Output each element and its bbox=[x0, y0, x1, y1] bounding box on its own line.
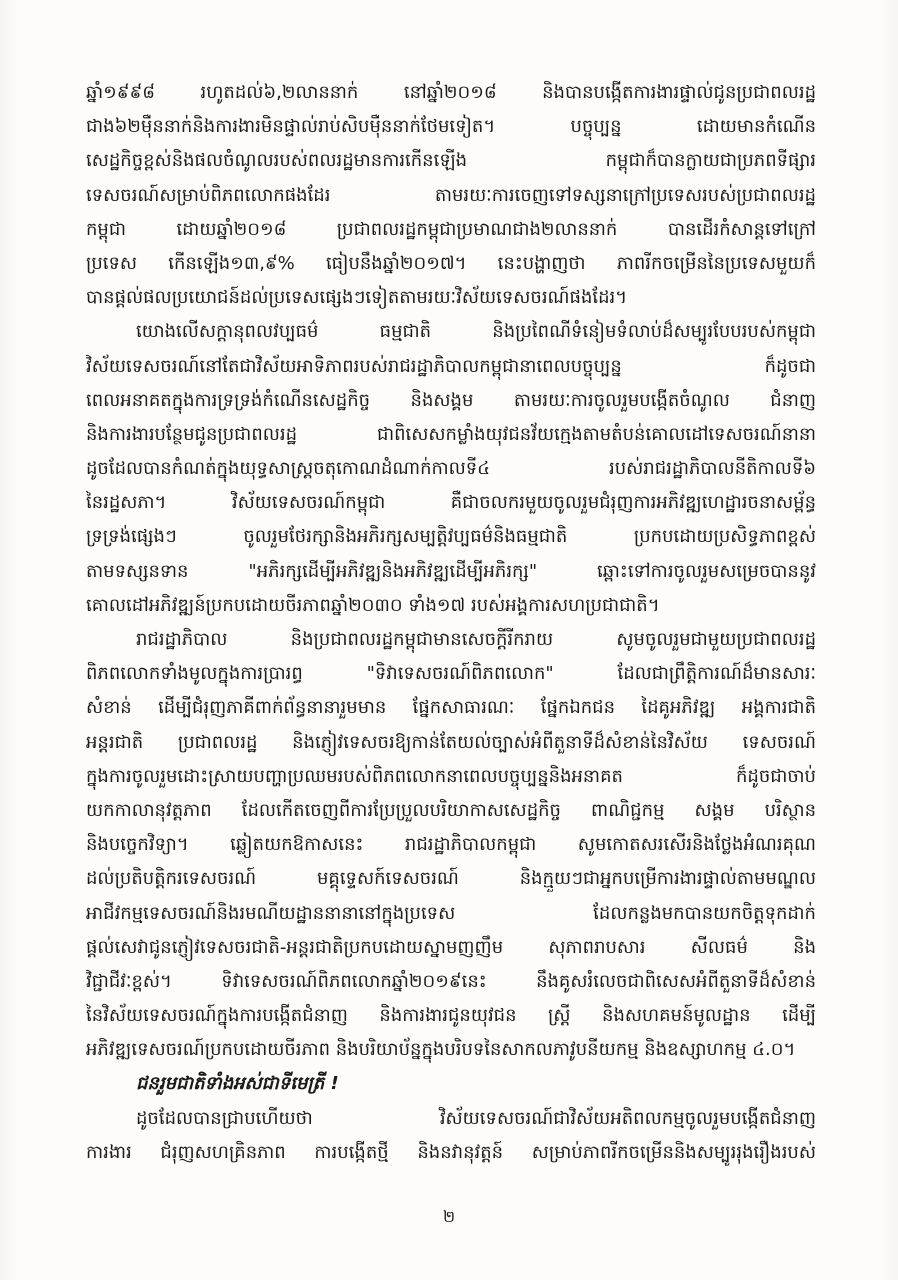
text-line: និងបច្ចេកវិទ្យា។ ឆ្លៀតយកឱកាសនេះ រាជរដ្ឋាភិបាលកម្ពុជា សូមកោតសរសើរនិងថ្លែងអំណរគុណ bbox=[86, 834, 816, 856]
text-line: អាជីវកម្មទេសចរណ៍និងរមណីយដ្ឋាននានានៅក្នុងប្រទេស ដែលកន្លងមកបានយកចិត្តទុកដាក់ bbox=[86, 902, 816, 924]
text-line: តាមទស្សនទាន "អភិរក្សដើម្បីអភិវឌ្ឍនិងអភិវឌ្ឍដើម្បីអភិរក្ស" ឆ្ពោះទៅការចូលរួមសម្រេចបាននូវ bbox=[86, 560, 816, 582]
text-line: កម្ពុជា ដោយឆ្នាំ២០១៨ ប្រជាពលរដ្ឋកម្ពុជាប្រមាណជាង២លាននាក់ បានដើរកំសាន្តទៅក្រៅ bbox=[86, 218, 816, 240]
text-line: អន្តរជាតិ ប្រជាពលរដ្ឋ និងភ្ញៀវទេសចរឱ្យកាន់តែយល់ច្បាស់អំពីតួនាទីដ៏សំខាន់នៃវិស័យ ទេសចរណ៍ bbox=[86, 731, 816, 753]
body-text bbox=[86, 76, 816, 1170]
page-number: ២ bbox=[442, 1207, 456, 1226]
text-line: និងការងារបន្ថែមជូនប្រជាពលរដ្ឋ ជាពិសេសកម្លាំងយុវជនវ័យក្មេងតាមតំបន់គោលដៅទេសចរណ៍នានា bbox=[86, 423, 816, 445]
text-line: ឆ្នាំ១៩៩៨ រហូតដល់៦,២លាននាក់ នៅឆ្នាំ២០១៨ និងបានបង្កើតការងារផ្ទាល់ជូនប្រជាពលរដ្ឋ bbox=[86, 82, 816, 103]
text-line: រាជរដ្ឋាភិបាល និងប្រជាពលរដ្ឋកម្ពុជាមានសេចក្តីរីករាយ សូមចូលរួមជាមួយប្រជាពលរដ្ឋ bbox=[136, 629, 816, 650]
text-line: ទេសចរណ៍សម្រាប់ពិភពលោកផងដែរ តាមរយៈការចេញទៅទស្សនាក្រៅប្រទេសរបស់ប្រជាពលរដ្ឋ bbox=[86, 184, 816, 206]
text-line: ពេលអនាគតក្នុងការទ្រទ្រង់កំណើនសេដ្ឋកិច្ច និងសង្គម តាមរយៈការចូលរួមបង្កើតចំណូល ជំនាញ bbox=[86, 389, 816, 411]
text-line: ទ្រទ្រង់ផ្សេងៗ ចូលរួមថែរក្សានិងអភិរក្សសម្បត្តិវប្បធម៌និងធម្មជាតិ ប្រកបដោយប្រសិទ្ធភាពខ្ពស់ bbox=[86, 526, 816, 548]
text-line: ជាង៦២ម៉ឺននាក់និងការងារមិនផ្ទាល់រាប់សិបម៉ឺននាក់ថែមទៀត។ បច្ចុប្បន្ន ដោយមានកំណើន bbox=[86, 116, 816, 138]
text-line: បានផ្តល់ផលប្រយោជន៍ដល់ប្រទេសផ្សេងៗទៀតតាមរយៈវិស័យទេសចរណ៍ផងដែរ។ bbox=[86, 287, 628, 309]
text-line: ដូចដែលបានជ្រាបហើយថា វិស័យទេសចរណ៍ជាវិស័យអតិពលកម្មចូលរួមបង្កើតជំនាញ bbox=[136, 1107, 816, 1129]
text-line: វិជ្ជាជីវៈខ្ពស់។ ទិវាទេសចរណ៍ពិភពលោកឆ្នាំ២០១៩នេះ នឹងគូសរំលេចជាពិសេសអំពីតួនាទីដ៏សំខាន់ bbox=[86, 970, 816, 992]
text-line: យោងលើសក្តានុពលវប្បធម៌ ធម្មជាតិ និងប្រពៃណីទំនៀមទំលាប់ដ៏សម្បូរបែបរបស់កម្ពុជា bbox=[136, 321, 816, 343]
text-line: សេដ្ឋកិច្ចខ្ពស់និងផលចំណូលរបស់ពលរដ្ឋមានការកើនឡើង កម្ពុជាក៏បានក្លាយជាប្រភពទីផ្សារ bbox=[86, 150, 816, 172]
text-line: នៃវិស័យទេសចរណ៍ក្នុងការបង្កើតជំនាញ និងការងារជូនយុវជន ស្ត្រី និងសហគមន៍មូលដ្ឋាន ដើម្បី bbox=[86, 1005, 816, 1027]
text-line: ពិភពលោកទាំងមូលក្នុងការប្រារព្ធ "ទិវាទេសចរណ៍ពិភពលោក" ដែលជាព្រឹត្តិការណ៍ដ៏មានសារៈ bbox=[86, 663, 816, 685]
text-line: គោលដៅអភិវឌ្ឍន៍ប្រកបដោយចីរភាពឆ្នាំ២០៣០ ទាំង១៧ របស់អង្គការសហប្រជាជាតិ។ bbox=[86, 594, 660, 616]
text-line: ផ្តល់សេវាជូនភ្ញៀវទេសចរជាតិ-អន្តរជាតិប្រកបដោយស្នាមញញឹម សុភាពរាបសារ សីលធម៌ និង bbox=[86, 936, 816, 958]
text-line: ការងារ ជំរុញសហគ្រិនភាព ការបង្កើតថ្មី និងនវានុវត្តន៍ សម្រាប់ភាពរីកចម្រើននិងសម្បូររុងរឿងរបស់ bbox=[86, 1141, 816, 1163]
text-line: ដូចដែលបានកំណត់ក្នុងយុទ្ធសាស្ត្រចតុកោណដំណាក់កាលទី៤ របស់រាជរដ្ឋាភិបាលនីតិកាលទី៦ bbox=[86, 458, 816, 480]
text-line: អភិវឌ្ឍទេសចរណ៍ប្រកបដោយចីរភាព និងបរិយាប័ន្នក្នុងបរិបទនៃសាកលភាវូបនីយកម្ម និងឧស្សាហកម្ម ៤.០។ bbox=[86, 1039, 796, 1061]
text-line: យកកាលានុវត្តភាព ដែលកើតចេញពីការប្រែប្រួលបរិយាកាសសេដ្ឋកិច្ច ពាណិជ្ជកម្ម សង្គម បរិស្ថាន bbox=[86, 799, 816, 821]
text-line: វិស័យទេសចរណ៍នៅតែជាវិស័យអាទិភាពរបស់រាជរដ្ឋាភិបាលកម្ពុជានាពេលបច្ចុប្បន្ន ក៏ដូចជា bbox=[86, 355, 816, 377]
section-heading: ជនរួមជាតិទាំងអស់ជាទីមេត្រី ! bbox=[136, 1073, 339, 1095]
text-line: នៃរដ្ឋសភា។ វិស័យទេសចរណ៍កម្ពុជា គឺជាចលករមួយចូលរួមជំរុញការអភិវឌ្ឍហេដ្ឋារចនាសម្ព័ន្ធ bbox=[86, 492, 816, 514]
text-line: ប្រទេស កើនឡើង១៣,៩% ធៀបនឹងឆ្នាំ២០១៧។ នេះបង្ហាញថា ភាពរីកចម្រើននៃប្រទេសមួយក៏ bbox=[86, 252, 816, 274]
text-line: ក្នុងការចូលរួមដោះស្រាយបញ្ហាប្រឈមរបស់ពិភពលោកនាពេលបច្ចុប្បន្ននិងអនាគត ក៏ដូចជាចាប់ bbox=[86, 765, 816, 787]
text-line: សំខាន់ ដើម្បីជំរុញភាគីពាក់ព័ន្ធនានារួមមាន ផ្នែកសាធារណៈ ផ្នែកឯកជន ដៃគូអភិវឌ្ឍ អង្គការជាតិ bbox=[86, 697, 816, 719]
text-line: ដល់ប្រតិបត្តិករទេសចរណ៍ មគ្គុទ្ទេសក៍ទេសចរណ៍ និងក្មួយៗជាអ្នកបម្រើការងារផ្ទាល់តាមមណ្ឌល bbox=[86, 868, 816, 890]
